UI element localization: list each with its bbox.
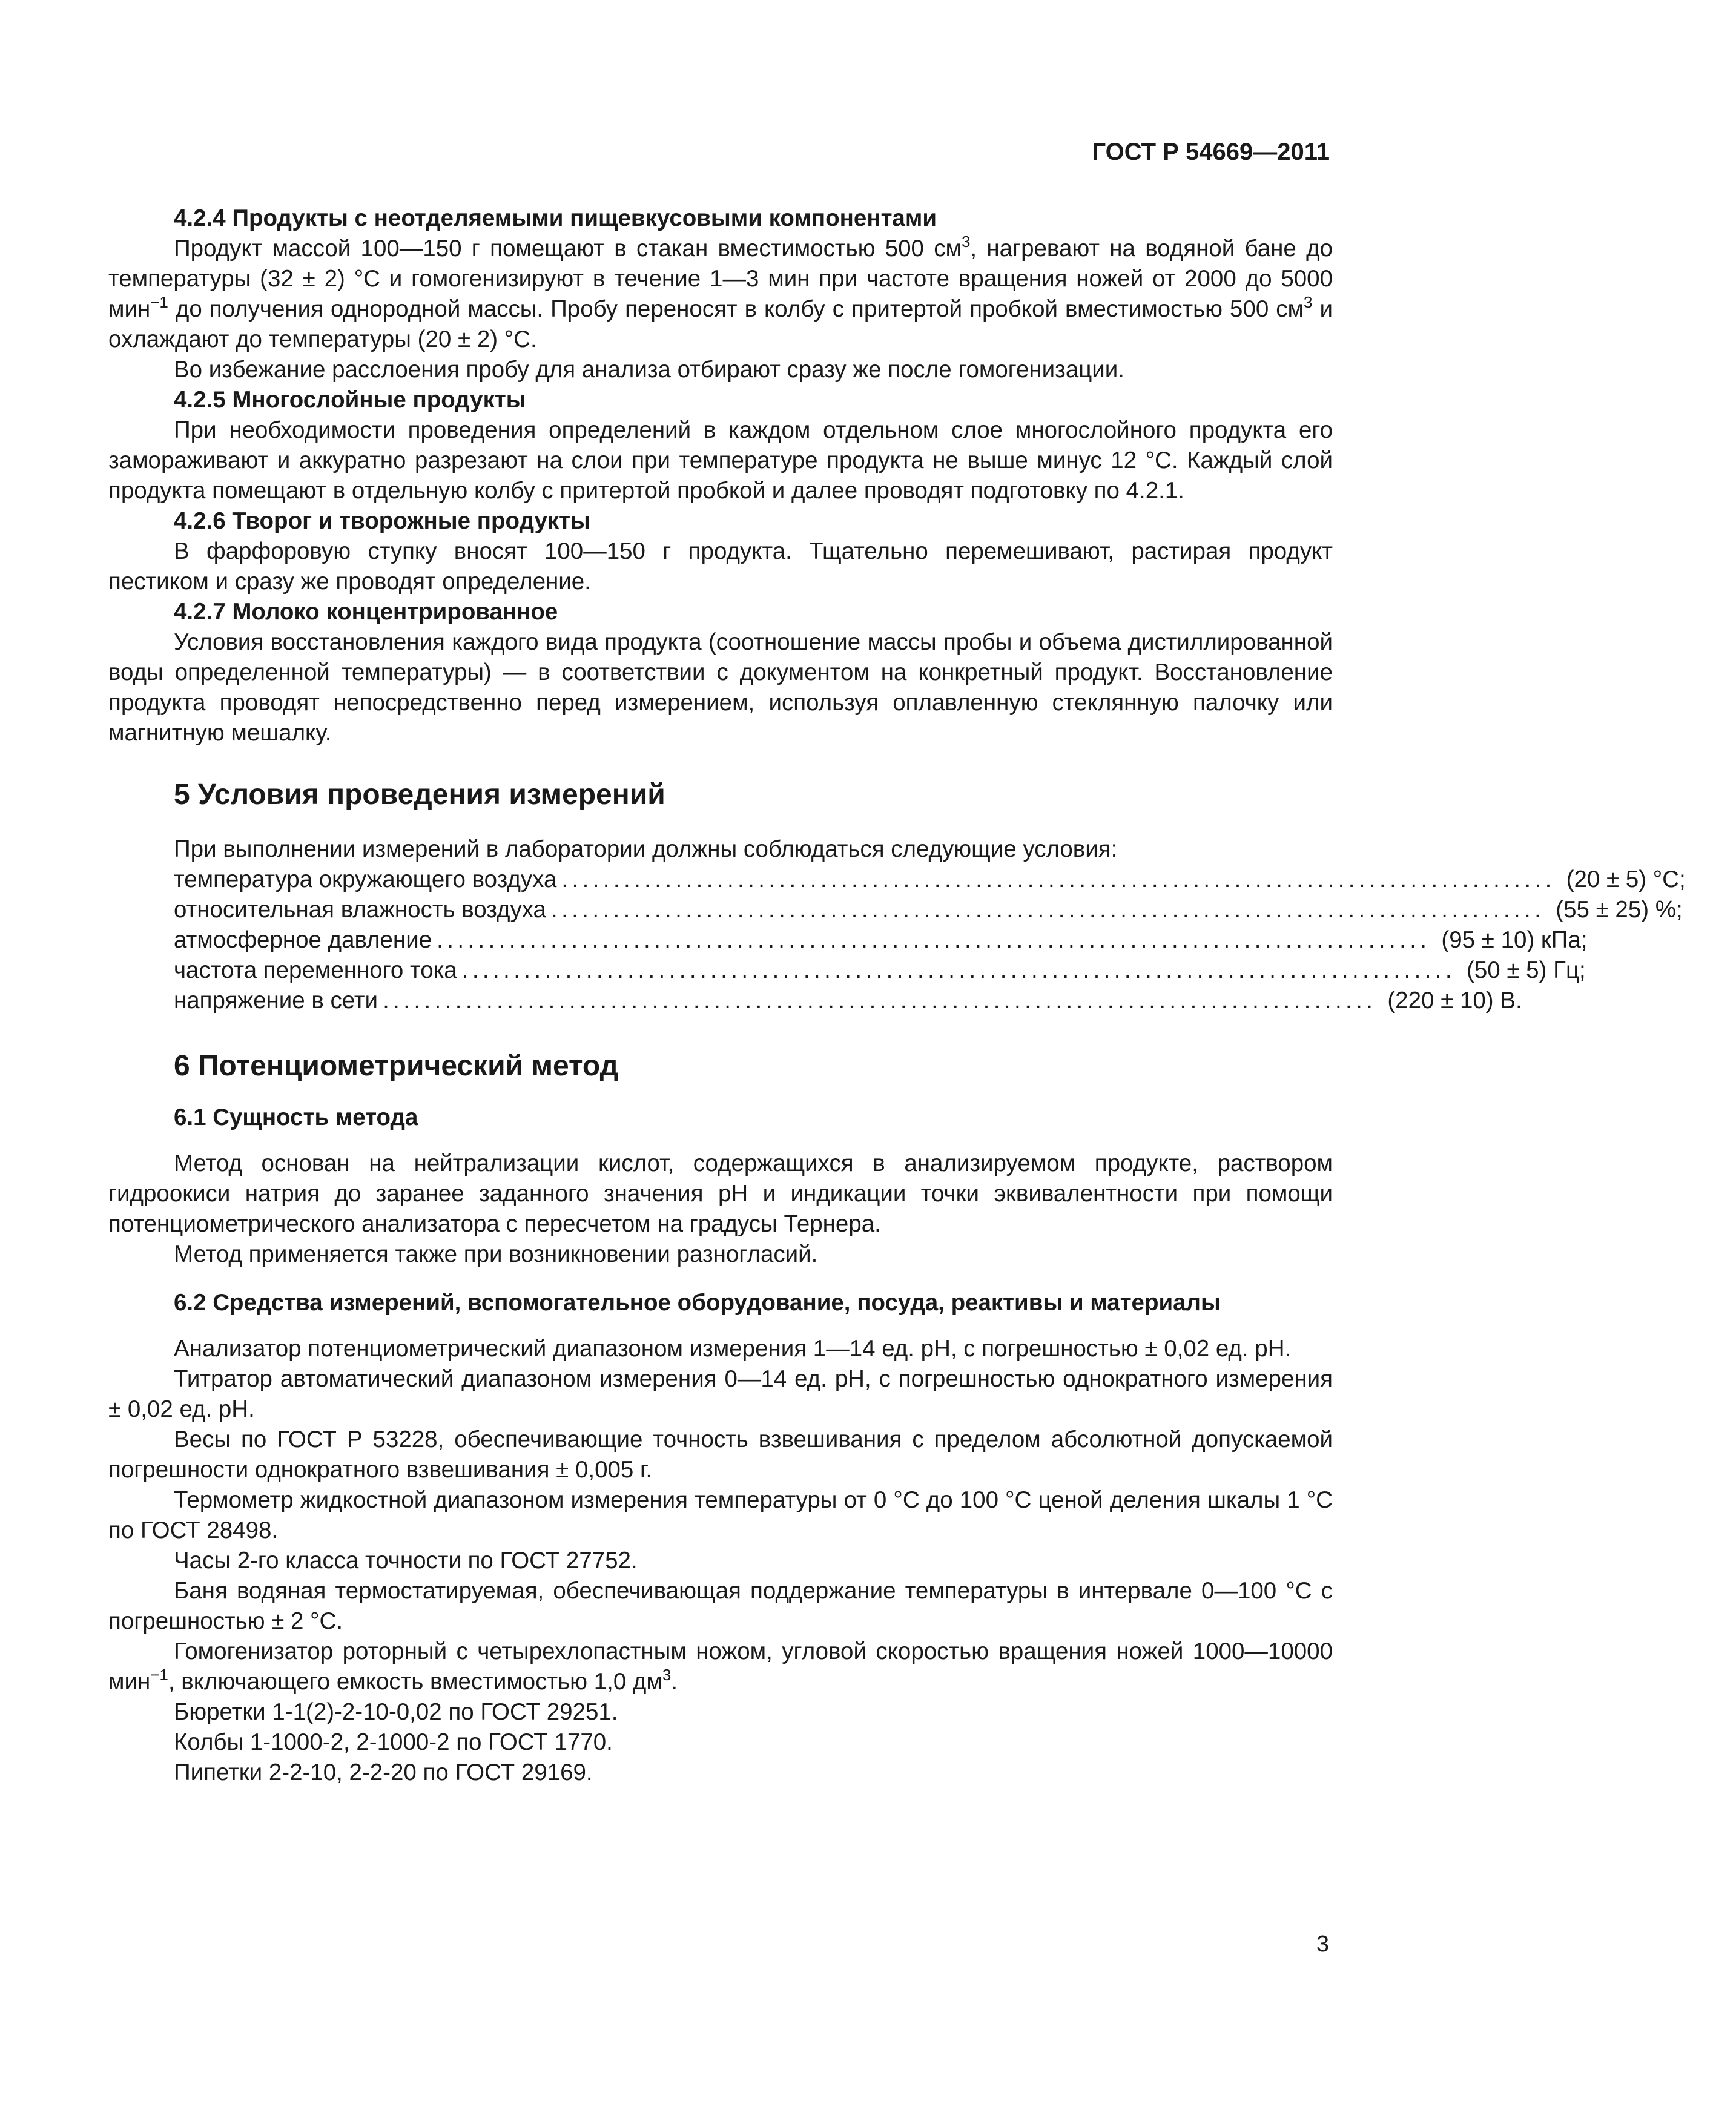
section-5-heading: 5 Условия проведения измерений xyxy=(174,779,665,811)
section-6-1-paragraph-1: Метод основан на нейтрализации кислот, содержащихся в анализируемом продукте, раствором гидроокиси натрия до заранее заданного значения pH и индикации точки эквивалентности при помощи потенциометрического анализатора с пересчетом на градусы Тернера. xyxy=(108,1150,1333,1237)
superscript: 3 xyxy=(1304,293,1313,311)
dot-leader: ................................................................................................ xyxy=(550,897,1545,923)
section-6-heading: 6 Потенциометрический метод xyxy=(174,1050,619,1082)
dot-leader: ................................................................................................ xyxy=(383,988,1377,1014)
conditions-intro: При выполнении измерений в лаборатории должны соблюдаться следующие условия: xyxy=(174,836,1118,862)
section-4-2-4-paragraph-2: Во избежание расслоения пробу для анализа отбирают сразу же после гомогенизации. xyxy=(174,357,1125,383)
section-4-2-5-title: 4.2.5 Многослойные продукты xyxy=(174,387,526,413)
page-number: 3 xyxy=(1316,1931,1329,1957)
condition-value: (220 ± 10) В. xyxy=(1387,988,1522,1014)
dot-leader: ................................................................................................ xyxy=(437,927,1431,953)
condition-value: (50 ± 5) Гц; xyxy=(1467,957,1586,983)
condition-row xyxy=(174,865,1686,895)
equipment-item: Бюретки 1-1(2)-2-10-0,02 по ГОСТ 29251. xyxy=(174,1699,618,1725)
equipment-item: Анализатор потенциометрический диапазоном измерения 1—14 ед. pH, с погрешностью ± 0,02 ед. pH. xyxy=(174,1336,1292,1362)
condition-value: (55 ± 25) %; xyxy=(1556,897,1683,923)
equipment-item: Весы по ГОСТ Р 53228, обеспечивающие точность взвешивания с пределом абсолютной допускаемой погрешности однократного взвешивания ± 0,005 г. xyxy=(108,1426,1333,1483)
section-4-2-4-title: 4.2.4 Продукты с неотделяемыми пищевкусовыми компонентами xyxy=(174,205,937,231)
condition-row xyxy=(174,895,1683,925)
section-4-2-7-title: 4.2.7 Молоко концентрированное xyxy=(174,599,558,625)
equipment-item: Баня водяная термостатируемая, обеспечивающая поддержание температуры в интервале 0—100 °С с погрешностью ± 2 °С. xyxy=(108,1578,1333,1634)
equipment-item: Колбы 1-1000-2, 2-1000-2 по ГОСТ 1770. xyxy=(174,1729,613,1755)
condition-name: относительная влажность воздуха xyxy=(174,897,546,923)
condition-name: температура окружающего воздуха xyxy=(174,866,557,892)
section-6-1-title: 6.1 Сущность метода xyxy=(174,1104,418,1130)
dot-leader: ................................................................................................ xyxy=(561,866,1556,892)
equipment-item: Часы 2-го класса точности по ГОСТ 27752. xyxy=(174,1548,638,1574)
condition-row xyxy=(174,955,1586,986)
equipment-item: Титратор автоматический диапазоном измерения 0—14 ед. pH, с погрешностью однократного измерения ± 0,02 ед. pH. xyxy=(108,1366,1333,1422)
condition-value: (95 ± 10) кПа; xyxy=(1441,927,1588,953)
text-fragment: Гомогенизатор роторный с четырехлопастным ножом, угловой скоростью вращения ножей 1000—10000 мин xyxy=(108,1638,1333,1695)
superscript: 3 xyxy=(961,233,971,251)
section-6-1-paragraph-2: Метод применяется также при возникновении разногласий. xyxy=(174,1241,818,1267)
text-fragment: Продукт массой 100—150 г помещают в стакан вместимостью 500 см xyxy=(174,236,962,262)
section-4-2-6-paragraph: В фарфоровую ступку вносят 100—150 г продукта. Тщательно перемешивают, растирая продукт пестиком и сразу же проводят определение. xyxy=(108,538,1333,595)
text-fragment: . xyxy=(671,1669,678,1695)
document-code: ГОСТ Р 54669—2011 xyxy=(1092,139,1330,165)
page-content xyxy=(108,203,1686,1788)
text-fragment: , нагревают на водяной бане до температуры (32 ± 2) °С и гомогенизируют в течение 1—3 мин при частоте вращения ножей от 2000 до 5000 мин xyxy=(108,236,1333,322)
equipment-item: Пипетки 2-2-10, 2-2-20 по ГОСТ 29169. xyxy=(174,1760,593,1786)
equipment-item-homogenizer xyxy=(108,1637,1333,1697)
condition-row xyxy=(174,925,1588,955)
section-4-2-5-paragraph: При необходимости проведения определений в каждом отдельном слое многослойного продукта его замораживают и аккуратно разрезают на слои при температуре продукта не выше минус 12 °С. Каждый слой продукта помещают в отдельную колбу с притертой пробкой и далее проводят подготовку по 4.2.1. xyxy=(108,417,1333,504)
section-4-2-6-title: 4.2.6 Творог и творожные продукты xyxy=(174,508,590,534)
equipment-item: Термометр жидкостной диапазоном измерения температуры от 0 °С до 100 °С ценой деления шкалы 1 °С по ГОСТ 28498. xyxy=(108,1487,1333,1543)
condition-name: атмосферное давление xyxy=(174,927,432,953)
section-4-2-7-paragraph: Условия восстановления каждого вида продукта (соотношение массы пробы и объема дистиллированной воды определенной температуры) — в соответствии с документом на конкретный продукт. Восстановление продукта проводят непосредственно перед измерением, используя оплавленную стеклянную палочку или магнитную мешалку. xyxy=(108,629,1333,746)
condition-row xyxy=(174,986,1522,1016)
section-4-2-4-paragraph-1 xyxy=(108,234,1333,355)
text-fragment: и охлаждают до температуры (20 ± 2) °С. xyxy=(108,296,1333,352)
text-fragment: до получения однородной массы. Пробу переносят в колбу с притертой пробкой вместимостью 500 см xyxy=(168,296,1304,322)
condition-name: напряжение в сети xyxy=(174,988,378,1014)
superscript: 3 xyxy=(662,1666,672,1684)
section-6-2-title: 6.2 Средства измерений, вспомогательное оборудование, посуда, реактивы и материалы xyxy=(174,1290,1221,1316)
superscript: −1 xyxy=(150,293,168,311)
condition-value: (20 ± 5) °С; xyxy=(1566,866,1686,892)
dot-leader: ................................................................................................ xyxy=(461,957,1456,983)
condition-name: частота переменного тока xyxy=(174,957,457,983)
text-fragment: , включающего емкость вместимостью 1,0 дм xyxy=(168,1669,662,1695)
superscript: −1 xyxy=(150,1666,168,1684)
